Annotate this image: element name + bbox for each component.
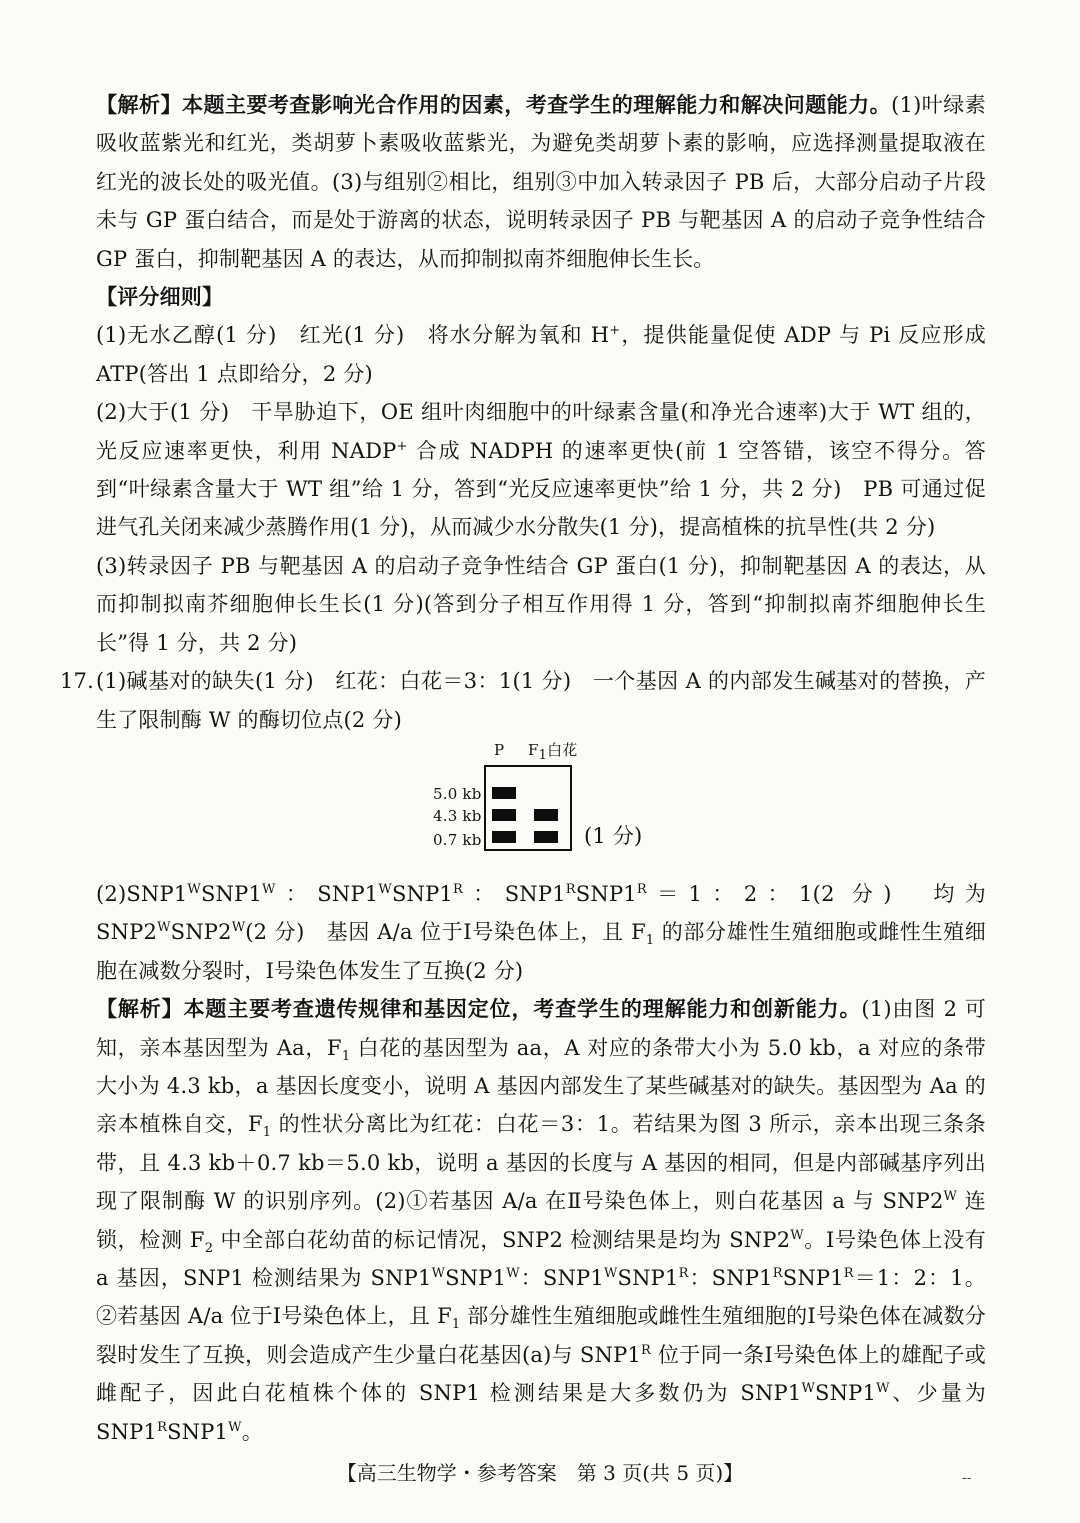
marker-0-7kb: 0.7 kb [433, 830, 482, 849]
marker-4-3kb: 4.3 kb [433, 806, 482, 825]
text: SNP1 [575, 881, 637, 906]
text: 位于同一条Ⅰ号染色体上的雄配子或雌配子，因此白花植株个体的 SNP1 检测结果是大多数仍为 SNP1 [96, 1342, 986, 1406]
superscript: R [157, 1419, 168, 1435]
analysis-summary: 本题主要考查遗传规律和基因定位，考查学生的理解能力和创新能力。 [183, 996, 862, 1022]
text: 、少量为 SNP1 [96, 1381, 986, 1444]
band-f1-4-3kb [534, 809, 558, 821]
subscript: 1 [341, 1048, 351, 1064]
analysis-text: (1)叶绿素吸收蓝紫光和红光，类胡萝卜素吸收蓝紫光，为避免类胡萝卜素的影响，应选择测量提取液在红光的波长处的吸光值。(3)与组别②相比，组别③中加入转录因子 PB 后，大部分启动子片段未与 GP 蛋白结合，而是处于游离的状态，说明转录因子 PB 与靶基因 A 的启动子竞争性结合 GP 蛋白，抑制靶基因 A 的表达，从而抑制拟南芥细胞伸长生长。 [96, 93, 986, 271]
superscript: W [603, 1265, 618, 1281]
text: 部分雄性生殖细胞或雌性生殖细胞的Ⅰ号染色体在减数分裂时发生了互换，则会造成产生少量白花基因(a)与 SNP1 [96, 1304, 986, 1367]
superscript: W [187, 881, 201, 897]
rubric-item-1 [96, 316, 986, 393]
band-p-4-3kb [492, 809, 516, 821]
superscript: + [396, 438, 408, 454]
superscript: W [378, 881, 392, 897]
superscript: W [228, 1419, 242, 1435]
figure-score: (1 分) [584, 823, 643, 848]
superscript: R [772, 1265, 783, 1281]
page-footer: 【高三生物学・参考答案 第 3 页(共 5 页)】 [336, 1461, 744, 1485]
superscript: W [790, 1227, 804, 1243]
subscript: 1 [451, 1317, 461, 1333]
superscript: W [262, 881, 276, 897]
text: SNP1 [617, 1265, 679, 1290]
subscript: 1 [262, 1125, 272, 1141]
text: (2 分) 基因 A/a 位于Ⅰ号染色体上，且 F [245, 920, 646, 945]
text: SNP1 [391, 881, 453, 906]
text: (2)SNP1 [96, 881, 188, 906]
rubric-item-1-text: (1)无水乙醇(1 分) 红光(1 分) 将水分解为氧和 H [96, 323, 610, 348]
text: SNP1 [815, 1381, 877, 1406]
text: 。 [241, 1419, 263, 1444]
rubric-heading: 【评分细则】 [96, 284, 224, 310]
rubric-item-2-text: (2)大于(1 分) 干旱胁迫下，OE 组叶肉细胞中的叶绿素含量(和净光合速率)大于 WT 组的，光反应速率更快，利用 NADP [96, 400, 986, 463]
band-p-0-7kb [492, 831, 516, 843]
lane-f1-text: 白花 [547, 740, 578, 759]
analysis-paragraph-photosynthesis [96, 86, 986, 278]
text: (1)由图 2 可知，亲本基因型为 Aa，F [96, 997, 986, 1060]
band-f1-0-7kb [534, 831, 558, 843]
superscript: W [876, 1381, 890, 1397]
question-number: 17. [60, 669, 94, 694]
text: ：SNP1 [275, 881, 379, 906]
question-17-part-2 [96, 875, 986, 990]
text: SNP1 [445, 1265, 507, 1290]
text: 。Ⅰ号染色体上没有 a 基因，SNP1 检测结果为 SNP1 [96, 1227, 986, 1290]
analysis-label: 【解析】 [96, 92, 182, 117]
gel-box [484, 765, 572, 851]
text: ：SNP1 [519, 1265, 604, 1290]
superscript: W [157, 920, 171, 936]
superscript: + [609, 323, 621, 339]
subscript: 1 [645, 933, 655, 949]
text: 的性状分离比为红花：白花＝3：1。若结果为图 3 所示，亲本出现三条条带，且 4.3 kb＋0.7 kb＝5.0 kb，说明 a 基因的长度与 A 基因的相同，但是内部碱基序列出现了限制酶 W 的识别序列。(2)①若基因 A/a 在Ⅱ号染色体上，则白花基因 a 与 SNP2 [96, 1112, 986, 1214]
superscript: W [506, 1265, 520, 1281]
lane-label-f1-white [528, 740, 578, 763]
superscript: W [801, 1381, 816, 1397]
text: ＝1：2：1(2 分) 均为 SNP2 [96, 881, 986, 945]
text: SNP2 [170, 920, 232, 945]
text: SNP1 [200, 881, 263, 906]
superscript: R [640, 1342, 651, 1358]
rubric-item-2-text-cont: 合成 NADPH 的速率更快(前 1 空答错，该空不得分。答到“叶绿素含量大于 WT 组”给 1 分，答到“光反应速率更快”给 1 分，共 2 分) PB 可通过促进气孔关闭来减少蒸腾作用(1 分)，从而减少水分散失(1 分)，提高植株的抗旱性(共 2 分) [96, 438, 986, 540]
text: 的部分雄性生殖细胞或雌性生殖细胞在减数分裂时，Ⅰ号染色体发生了互换(2 分) [96, 920, 987, 983]
superscript: R [453, 881, 463, 897]
text: SNP1 [167, 1419, 229, 1444]
marker-5-0kb: 5.0 kb [433, 784, 482, 803]
analysis-label: 【解析】 [96, 996, 184, 1022]
text: ：SNP1 [463, 881, 566, 906]
page-content [60, 86, 987, 1451]
subscript: 2 [204, 1240, 214, 1256]
superscript: W [943, 1189, 958, 1205]
gel-electrophoresis-figure [96, 739, 986, 875]
rubric-item-2 [96, 393, 986, 547]
corner-mark: -- [962, 1470, 972, 1486]
question-17 [60, 662, 987, 990]
superscript: W [231, 920, 246, 936]
superscript: R [636, 881, 647, 897]
text: ：SNP1 [688, 1265, 773, 1290]
lane-label-parent: P [494, 740, 505, 759]
analysis-summary: 本题主要考查影响光合作用的因素，考查学生的理解能力和解决问题能力。 [181, 92, 892, 117]
superscript: R [843, 1265, 854, 1281]
text: 连锁，检测 F [96, 1189, 986, 1252]
text: ＝1：2：1。②若基因 A/a 位于Ⅰ号染色体上，且 F [96, 1265, 986, 1329]
subscript: 1 [538, 747, 548, 763]
question-17-part-1: (1)碱基对的缺失(1 分) 红花：白花＝3：1(1 分) 一个基因 A 的内部发生碱基对的替换，产生了限制酶 W 的酶切位点(2 分) [96, 669, 986, 732]
superscript: R [678, 1265, 689, 1281]
text: 白花的基因型为 aa，A 对应的条带大小为 5.0 kb，a 对应的条带大小为 4.3 kb，a 基因长度变小，说明 A 基因内部发生了某些碱基对的缺失。基因型为 Aa 的亲本植株自交，F [96, 1035, 986, 1137]
rubric-item-1-text-cont: ，提供能量促使 ADP 与 Pi 反应形成 ATP(答出 1 点即给分，2 分) [96, 323, 986, 386]
text: 中全部白花幼苗的标记情况，SNP2 检测结果是均为 SNP2 [213, 1227, 791, 1252]
rubric-item-3: (3)转录因子 PB 与靶基因 A 的启动子竞争性结合 GP 蛋白(1 分)，抑制靶基因 A 的表达，从而抑制拟南芥细胞伸长生长(1 分)(答到分子相互作用得 1 分，答到“抑制拟南芥细胞伸长生长”得 1 分，共 2 分) [96, 553, 986, 655]
analysis-paragraph-genetics [96, 990, 986, 1451]
band-p-5-0kb [492, 787, 516, 799]
text: SNP1 [782, 1265, 844, 1290]
lane-f1-letter: F [528, 740, 539, 759]
superscript: R [565, 881, 576, 897]
superscript: W [431, 1265, 446, 1281]
